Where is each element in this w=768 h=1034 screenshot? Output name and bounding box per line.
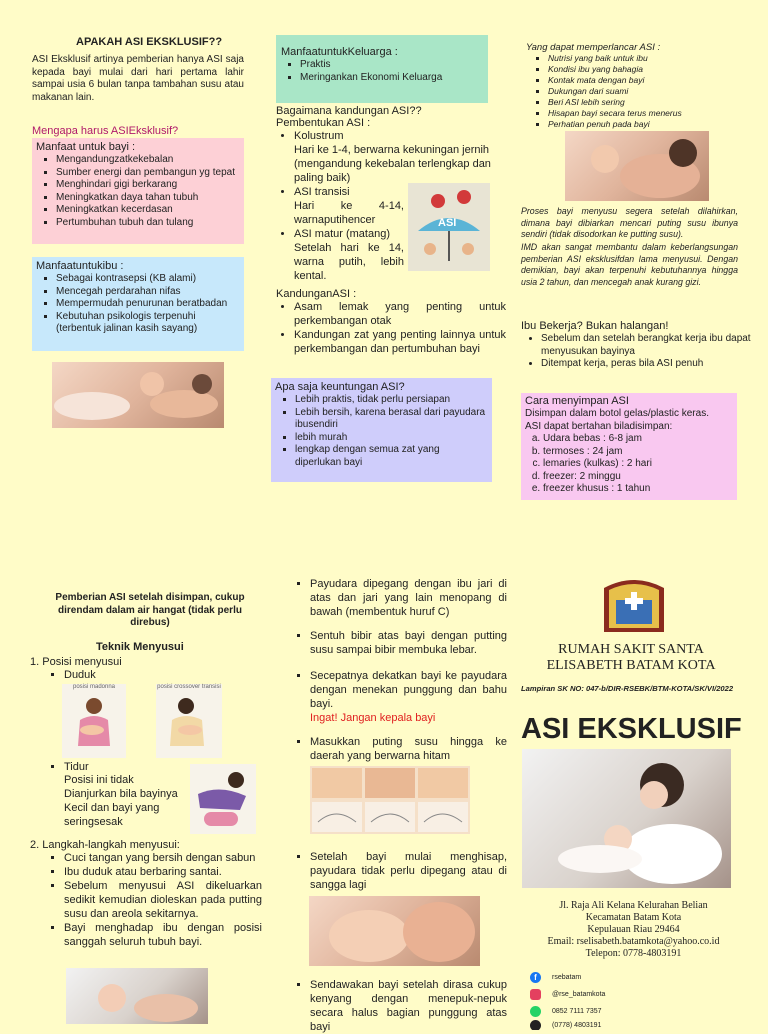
list-item: ▪ Beri ASI lebih sering (548, 97, 682, 108)
list-item: ▪ Hisapan bayi secara terus menerus (548, 108, 682, 119)
kandungan-list (276, 300, 506, 356)
list-item: • Sebelum dan setelah berangkat kerja ibu dapat menyusukan bayinya (541, 333, 756, 358)
social-facebook[interactable] (530, 969, 680, 985)
social-label: rsebatam (552, 973, 582, 981)
family-benefits-box (276, 35, 488, 103)
lampiran-reference: Lampiran SK NO: 047-b/DIR-RSEBK/BTM-KOTA/SK/VI/2022 (521, 684, 734, 693)
phone-line: Telepon: 0778-4803191 (585, 948, 682, 959)
image-caption: posisi crossover transisi (157, 684, 221, 690)
baby-benefits-box (32, 138, 244, 244)
list-item: ▪ Setelah bayi mulai menghisap, payudara tidak perlu dipegang atau di sangga lagi (310, 850, 507, 892)
stage-name: ASI transisi (294, 186, 350, 198)
baby-benefits-list (32, 154, 244, 229)
lying-position-image (190, 764, 256, 834)
list-item: ▪ Ibu duduk atau berbaring santai. (64, 865, 262, 879)
social-whatsapp[interactable] (530, 1003, 680, 1019)
latch-diagram-icon (310, 766, 470, 834)
list-item (294, 185, 404, 227)
mother-kissing-baby-illustration (522, 749, 731, 888)
imd-paragraph: IMD akan sangat membantu dalam keberlangsungan pemberian ASI eksklusifdan lama menyusui. Dengan demikian, bayi akan terpenuhi kebutuhannya hingga usia 2 tahun, dan mencegah anak kurang gizi. (521, 242, 738, 287)
list-item: ▪ Meringankan Ekonomi Keluarga (300, 72, 488, 85)
stage-name: Kolustrum (294, 130, 344, 142)
smooth-list (526, 53, 682, 130)
mother-benefits-box (32, 257, 244, 351)
hospital-logo (600, 574, 668, 634)
list-item: ▪ Meningkatkan daya tahan tubuh (56, 192, 240, 205)
list-item: ▪ Sentuh bibir atas bayi dengan putting susu sampai bibir membuka lebar. (310, 629, 507, 657)
crossover-position-image (156, 684, 222, 758)
family-benefits-heading: ManfaatuntukKeluarga : (281, 46, 398, 58)
list-item: ▪ Kontak mata dengan bayi (548, 75, 682, 86)
list-item: ▪ Dukungan dari suami (548, 86, 682, 97)
hospital-address (521, 900, 746, 960)
technique-step-5 (292, 850, 507, 892)
steps-list (46, 851, 262, 949)
process-paragraph: Proses bayi menyusu segera setelah dilahirkan, dimana bayi dibiarkan mencari puting susu ibunya sendiri (tidak disodorkan ke putting susu). (521, 206, 738, 239)
advantages-list (271, 394, 492, 469)
lying-mother-icon (190, 764, 256, 834)
content-heading: Bagaimana kandungan ASI?? (276, 105, 422, 117)
list-item: ▪ Menghindari gigi berkarang (56, 179, 240, 192)
technique-step-4 (292, 735, 507, 763)
email-line: Email: rselisabeth.batamkota@yahoo.co.id (547, 936, 720, 947)
advantages-box (271, 378, 492, 482)
list-item: ▪ Cuci tangan yang bersih dengan sabun (64, 851, 262, 865)
list-item: ▪ Praktis (300, 59, 488, 72)
list-item: ▪ Mengandungzatkekebalan (56, 154, 240, 167)
storage-line-1: Disimpan dalam botol gelas/plastic keras. (525, 408, 709, 419)
list-item (294, 129, 506, 185)
kandungan-label: KandunganASI : (276, 288, 357, 300)
social-links (530, 969, 680, 1030)
stage-desc: Hari ke 1-4, berwarna kekuningan jernih (mengandung kekebalan terlengkap dan paling baik) (294, 144, 491, 184)
hospital-name-line-1: RUMAH SAKIT SANTA (558, 642, 704, 657)
mother-baby-illustration (565, 131, 709, 201)
list-item: ▪ Kondisi ibu yang bahagia (548, 64, 682, 75)
list-item: ▪ Sebelum menyusui ASI dikeluarkan sedikit kemudian dioleskan pada putting susu dan areola sekitarnya. (64, 879, 262, 921)
working-heading: Ibu Bekerja? Bukan halangan! (521, 320, 669, 332)
list-item: ▪ Pertumbuhan tubuh dan tulang (56, 217, 240, 230)
list-item: ▪ Mempermudah penurunan beratbadan (56, 298, 240, 311)
list-item: ▪ lebih murah (295, 432, 486, 445)
working-list (521, 333, 756, 371)
storage-line-2: ASI dapat bertahan biladisimpan: (525, 420, 673, 432)
social-phone[interactable] (530, 1020, 680, 1030)
sitting-mother-icon (156, 690, 222, 754)
steps-label-text: Langkah-langkah menyusui: (42, 839, 180, 851)
mother-benefits-list (32, 273, 244, 336)
cover-photo (522, 749, 731, 888)
position-label-text: Posisi menyusui (42, 656, 122, 668)
list-item: ▪ Bayi menghadap ibu dengan posisi sanggah seluruh tubuh bayi. (64, 921, 262, 949)
step-text: Secepatnya dekatkan bayi ke payudara dengan menekan punggung dan bahu bayi. (310, 670, 507, 710)
list-item: ▪ Mencegah perdarahan nifas (56, 286, 240, 299)
position-label: 1. Posisi menyusui (30, 656, 122, 668)
stage-desc: Hari ke 4-14, warnaputihencer (294, 200, 404, 226)
list-item: ▪ Lebih praktis, tidak perlu persiapan (295, 394, 486, 407)
list-item: ▪ Meningkatkan kecerdasan (56, 204, 240, 217)
list-item: ▪ Perhatian penuh pada bayi (548, 119, 682, 130)
list-item: • Asam lemak yang penting untuk perkembangan otak (294, 300, 506, 328)
family-benefits-list (276, 59, 488, 84)
list-item: d. freezer: 2 minggu (543, 471, 737, 484)
intro-paragraph: ASI Eksklusif artinya pemberian hanya ASI saja kepada bayi mulai dari hari pertama lahir sampai usia 6 bulan tanpa tambahan susu atau makanan lain. (32, 54, 244, 103)
stage-desc: Setelah hari ke 14, warna putih, lebih kental. (294, 242, 404, 282)
list-item: ▪ lengkap dengan semua zat yang diperlukan bayi (295, 444, 486, 469)
smooth-heading: Yang dapat memperlancar ASI : (526, 42, 661, 53)
technique-step-3 (292, 669, 507, 725)
list-item: ▪ Nutrisi yang baik untuk ibu (548, 53, 682, 64)
technique-heading: Teknik Menyusui (96, 641, 184, 653)
sitting-mother-icon (62, 690, 126, 754)
storage-list (521, 433, 737, 496)
whatsapp-icon (530, 1006, 541, 1017)
social-label: (0778) 4803191 (552, 1021, 602, 1029)
warning-text: Ingat! Jangan kepala bayi (310, 712, 436, 724)
baby-feeding-illustration (309, 896, 480, 966)
storage-heading: Cara menyimpan ASI (525, 395, 629, 407)
technique-step-2 (292, 629, 507, 657)
list-item: ▪ Tidur (64, 760, 89, 774)
address-line-1: Jl. Raja Ali Kelana Kelurahan Belian (559, 900, 708, 911)
address-line-3: Kepulauan Riau 29464 (587, 924, 680, 935)
list-item: ▪ Sebagai kontrasepsi (KB alami) (56, 273, 240, 286)
asi-image-label: ASI (438, 217, 457, 229)
breastfeeding-photo-1 (565, 131, 709, 201)
mother-baby-illustration (52, 362, 224, 428)
instagram-icon (530, 989, 541, 1000)
baby-benefits-heading: Manfaat untuk bayi : (36, 141, 136, 153)
asi-umbrella-image (408, 183, 490, 271)
hospital-name (521, 642, 741, 674)
list-item (294, 227, 404, 283)
madonna-position-image (62, 684, 126, 758)
mother-baby-illustration (66, 968, 208, 1024)
list-item: b. termoses : 24 jam (543, 446, 737, 459)
list-item: e. freezer khusus : 1 tahun (543, 483, 737, 496)
main-title: ASI EKSKLUSIF (521, 713, 742, 745)
storage-box (521, 393, 737, 500)
breastfeeding-photo-2 (309, 896, 480, 966)
mother-baby-photo-bottom (66, 968, 208, 1024)
technique-step-6 (292, 978, 507, 1034)
lying-text: Posisi ini tidak Dianjurkan bila bayinya Kecil dan bayi yang seringsesak (64, 774, 178, 828)
steps-label: 2. Langkah-langkah menyusui: (30, 839, 180, 851)
hospital-name-line-2: ELISABETH BATAM KOTA (546, 658, 716, 673)
list-item: a. Udara bebas : 6-8 jam (543, 433, 737, 446)
lying-list (46, 760, 89, 774)
section-title-what-is: APAKAH ASI EKSKLUSIF?? (76, 36, 223, 48)
list-item: ▪ Masukkan puting susu hingga ke daerah yang berwarna hitam (310, 735, 507, 763)
why-heading: Mengapa harus ASIEksklusif? (32, 125, 179, 137)
list-item: ▪ Payudara dipegang dengan ibu jari di atas dan jari yang lain menopang di bawah (membentuk huruf C) (310, 577, 507, 619)
social-instagram[interactable] (530, 986, 680, 1002)
list-item: ▪ Sumber energi dan pembangun yg tepat (56, 167, 240, 180)
list-item: • Kandungan zat yang penting lainnya untuk perkembangan dan pertumbuhan bayi (294, 328, 506, 356)
sit-list (46, 668, 96, 682)
technique-step-1 (292, 577, 507, 619)
storage-note: Pemberian ASI setelah disimpan, cukup direndam dalam air hangat (tidak perlu direbus) (55, 592, 245, 628)
social-label: @rse_batamkota (552, 990, 606, 998)
stage-name: ASI matur (matang) (294, 228, 390, 240)
social-label: 0852 7111 7357 (552, 1007, 602, 1015)
list-item: ▪ Duduk (64, 668, 96, 682)
mother-benefits-heading: Manfaatuntukibu : (36, 260, 124, 272)
formation-label: Pembentukan ASI : (276, 117, 371, 129)
phone-icon (530, 1020, 541, 1030)
hospital-crest-icon (600, 574, 668, 634)
list-item: ▪ Lebih bersih, karena berasal dari payudara ibusendiri (295, 407, 486, 432)
list-item: ▪ Sendawakan bayi setelah dirasa cukup kenyang dengan menepuk-nepuk secara halus bagian punggung atas bayi (310, 978, 507, 1034)
list-item: c. lemaries (kulkas) : 2 hari (543, 458, 737, 471)
mother-baby-photo-1 (52, 362, 224, 428)
address-line-2: Kecamatan Batam Kota (585, 912, 682, 923)
image-caption: posisi madonna (72, 684, 116, 690)
list-item (310, 669, 507, 725)
list-item: • Ditempat kerja, peras bila ASI penuh (541, 358, 756, 371)
list-item: ▪ Kebutuhan psikologis terpenuhi (terbentuk jalinan kasih sayang) (56, 311, 240, 336)
latch-steps-image (310, 766, 470, 834)
facebook-icon: f (530, 972, 541, 983)
advantages-heading: Apa saja keuntungan ASI? (275, 381, 405, 393)
